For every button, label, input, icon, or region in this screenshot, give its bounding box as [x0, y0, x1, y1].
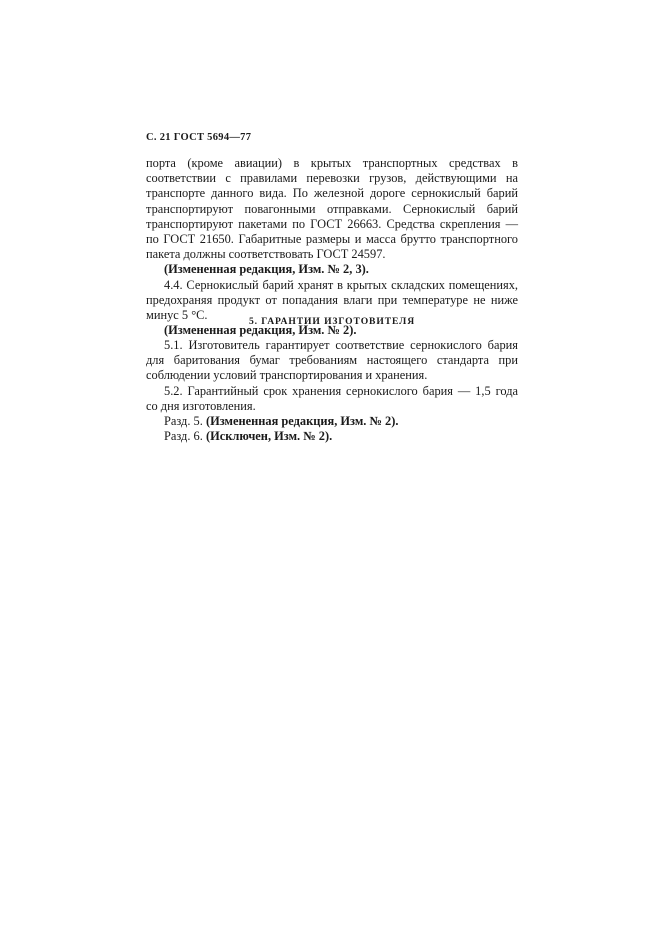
section-ref: Разд. 6.	[164, 429, 203, 444]
transport-storage-block	[146, 156, 518, 338]
warranty-paragraph: 5.1. Изготовитель гарантирует соответствие сернокислого бария для баритования бумаг требованиям настоящего стандарта при соблюдении условий транспортирования и хранения.	[146, 338, 518, 383]
section-ref: Разд. 5.	[164, 414, 203, 429]
page-header: С. 21 ГОСТ 5694—77	[146, 132, 252, 143]
storage-paragraph: 4.4. Сернокислый барий хранят в крытых складских помещениях, предохраняя продукт от попадания влаги при температуре не ниже минус 5 °С.	[146, 277, 518, 323]
section-title: 5. ГАРАНТИИ ИЗГОТОВИТЕЛЯ	[248, 316, 416, 327]
shelf-life-paragraph: 5.2. Гарантийный срок хранения сернокислого бария — 1,5 года со дня изготовления.	[146, 383, 518, 413]
edit-note: (Измененная редакция, Изм. № 2).	[164, 323, 357, 338]
transport-paragraph: порта (кроме авиации) в крытых транспортных средствах в соответствии с правилами перевозки грузов, действующими на транспорте данного вида. По железной дороге сернокислый барий транспортируют повагонными отправками. Сернокислый барий транспортируют пакетами по ГОСТ 26663. Средства скрепления — по ГОСТ 21650. Габаритные размеры и масса брутто транспортного пакета должны соответствовать ГОСТ 24597.	[146, 156, 518, 262]
edit-note: (Измененная редакция, Изм. № 2).	[205, 414, 399, 429]
section-5-note	[146, 414, 518, 429]
warranty-block	[146, 338, 518, 444]
edit-note: (Измененная редакция, Изм. № 2, 3).	[164, 262, 369, 277]
excluded-note: (Исключен, Изм. № 2).	[205, 429, 333, 444]
section-6-note	[146, 429, 518, 444]
